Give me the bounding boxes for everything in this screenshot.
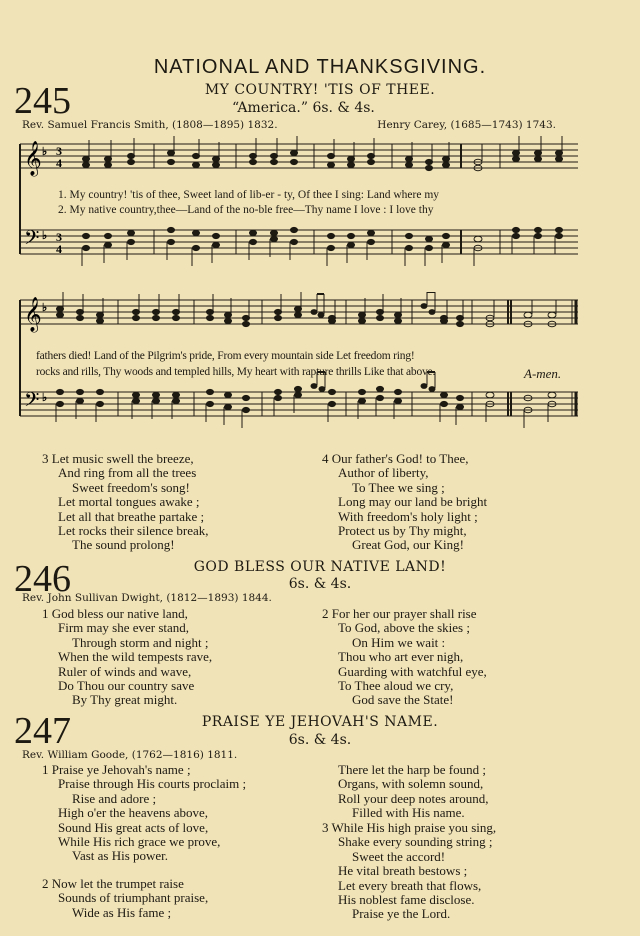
stanza-line: Thou who art ever nigh, — [338, 649, 464, 665]
stanza-2 — [42, 877, 208, 920]
stanza-line: High o'er the heavens above, — [58, 805, 208, 821]
stanza-2 — [322, 607, 487, 708]
stanza-line: Roll your deep notes around, — [338, 790, 489, 806]
hymn-number: 247 — [14, 710, 71, 752]
lyrics-line-2-verse-2: rocks and rills, Thy woods and templed hills, My heart with rapture thrills Like that above. — [36, 366, 436, 378]
svg-text:𝄞: 𝄞 — [24, 297, 42, 332]
stanza-line: 4 Our father's God! to Thee, — [322, 451, 469, 466]
stanza-1 — [42, 763, 246, 864]
stanza-line: Sound His great acts of love, — [58, 819, 209, 835]
stanza-line: There let the harp be found ; — [338, 762, 486, 777]
svg-text:𝄢: 𝄢 — [24, 226, 40, 254]
stanza-line: And ring from all the trees — [58, 465, 197, 481]
stanza-line: Organs, with solemn sound, — [338, 776, 484, 792]
stanza-line: To Thee we sing ; — [352, 479, 445, 495]
stanza-line: Let all that breathe partake ; — [58, 508, 205, 524]
stanza-line: With freedom's holy light ; — [338, 508, 478, 524]
stanza-line: His noblest fame disclose. — [338, 892, 475, 908]
hymn-author: Rev. Samuel Francis Smith, (1808—1895) 1832. — [22, 119, 278, 131]
hymn-meter: 6s. & 4s. — [288, 732, 352, 748]
svg-text:♭: ♭ — [42, 146, 48, 158]
stanza-line: Firm may she ever stand, — [58, 620, 190, 636]
stanza-line: Great God, our King! — [352, 537, 464, 553]
lyrics-line-2-verse-1: fathers died! Land of the Pilgrim's pride, From every mountain side Let freedom ring! — [36, 350, 415, 362]
stanza-1 — [42, 607, 212, 708]
stanza-4 — [322, 452, 487, 553]
stanza-line: God save the State! — [352, 692, 454, 708]
hymn-title: GOD BLESS OUR NATIVE LAND! — [193, 559, 447, 575]
stanza-line: Guarding with watchful eye, — [338, 663, 487, 679]
hymn-number: 246 — [14, 558, 71, 600]
stanza-line: 3 While His high praise you sing, — [322, 820, 497, 835]
stanza-line: 1 God bless our native land, — [42, 606, 188, 621]
stanza-line: Rise and adore ; — [72, 790, 157, 806]
stanza-line: Wide as His fame ; — [72, 904, 172, 920]
svg-text:4: 4 — [56, 242, 62, 256]
svg-text:𝄞: 𝄞 — [24, 141, 42, 176]
stanza-2-continued — [322, 763, 489, 821]
stanza-line: Praise through His courts proclaim ; — [58, 776, 247, 792]
stanza-line: Let rocks their silence break, — [58, 523, 209, 539]
stanza-3 — [42, 452, 209, 553]
stanza-line: Long may our land be bright — [338, 494, 488, 510]
hymn-tune-meter: “America.” 6s. & 4s. — [232, 100, 375, 116]
stanza-line: Vast as His power. — [72, 848, 169, 864]
hymn-number: 245 — [14, 80, 71, 122]
stanza-line: Let every breath that flows, — [338, 877, 482, 893]
hymn-meter: 6s. & 4s. — [288, 576, 352, 592]
stanza-line: On Him we wait : — [352, 634, 446, 650]
hymn-composer: Henry Carey, (1685—1743) 1743. — [377, 119, 556, 131]
stanza-line: The sound prolong! — [72, 537, 175, 553]
stanza-line: Ruler of winds and wave, — [58, 663, 192, 679]
section-title: NATIONAL AND THANKSGIVING. — [153, 56, 487, 78]
lyrics-line-1-verse-1: 1. My country! 'tis of thee, Sweet land of lib-er - ty, Of thee I sing: Land where my — [58, 189, 440, 201]
svg-text:♭: ♭ — [42, 302, 48, 314]
stanza-line: To God, above the skies ; — [338, 620, 470, 636]
hymn-author: Rev. William Goode, (1762—1816) 1811. — [22, 749, 238, 761]
stanza-line: Sweet freedom's song! — [72, 479, 190, 495]
lyrics-line-1-verse-2: 2. My native country,thee—Land of the no-ble free—Thy name I love : I love thy — [58, 204, 434, 216]
svg-text:♭: ♭ — [42, 230, 48, 242]
stanza-3 — [322, 821, 496, 922]
stanza-line: Praise ye the Lord. — [352, 906, 451, 922]
amen-label: A-men. — [524, 366, 562, 381]
stanza-line: By Thy great might. — [72, 692, 178, 708]
stanza-line: Protect us by Thy might, — [338, 523, 467, 539]
stanza-line: Let mortal tongues awake ; — [58, 494, 200, 510]
stanza-line: Author of liberty, — [338, 465, 429, 481]
stanza-line: Shake every sounding string ; — [338, 834, 493, 850]
svg-text:3: 3 — [56, 230, 62, 244]
stanza-line: 3 Let music swell the breeze, — [42, 451, 194, 466]
svg-text:3: 3 — [56, 144, 62, 158]
stanza-line: Sweet the accord! — [352, 848, 446, 864]
svg-text:𝄢: 𝄢 — [24, 388, 40, 416]
hymn-title: PRAISE YE JEHOVAH'S NAME. — [201, 714, 439, 730]
stanza-line: 2 Now let the trumpet raise — [42, 876, 184, 891]
hymn-author: Rev. John Sullivan Dwight, (1812—1893) 1844. — [22, 592, 272, 604]
svg-text:4: 4 — [56, 156, 62, 170]
stanza-line: While His rich grace we prove, — [58, 834, 221, 850]
stanza-line: Through storm and night ; — [72, 634, 209, 650]
stanza-line: When the wild tempests rave, — [58, 649, 213, 665]
hymn-title: MY COUNTRY! 'TIS OF THEE. — [204, 82, 436, 98]
stanza-line: 1 Praise ye Jehovah's name ; — [42, 762, 191, 777]
stanza-line: 2 For her our prayer shall rise — [322, 606, 477, 621]
stanza-line: Do Thou our country save — [58, 678, 195, 694]
stanza-line: To Thee aloud we cry, — [338, 678, 454, 694]
svg-text:♭: ♭ — [42, 392, 48, 404]
stanza-line: He vital breath bestows ; — [338, 863, 468, 879]
stanza-line: Filled with His name. — [352, 805, 465, 821]
stanza-line: Sounds of triumphant praise, — [58, 890, 209, 906]
